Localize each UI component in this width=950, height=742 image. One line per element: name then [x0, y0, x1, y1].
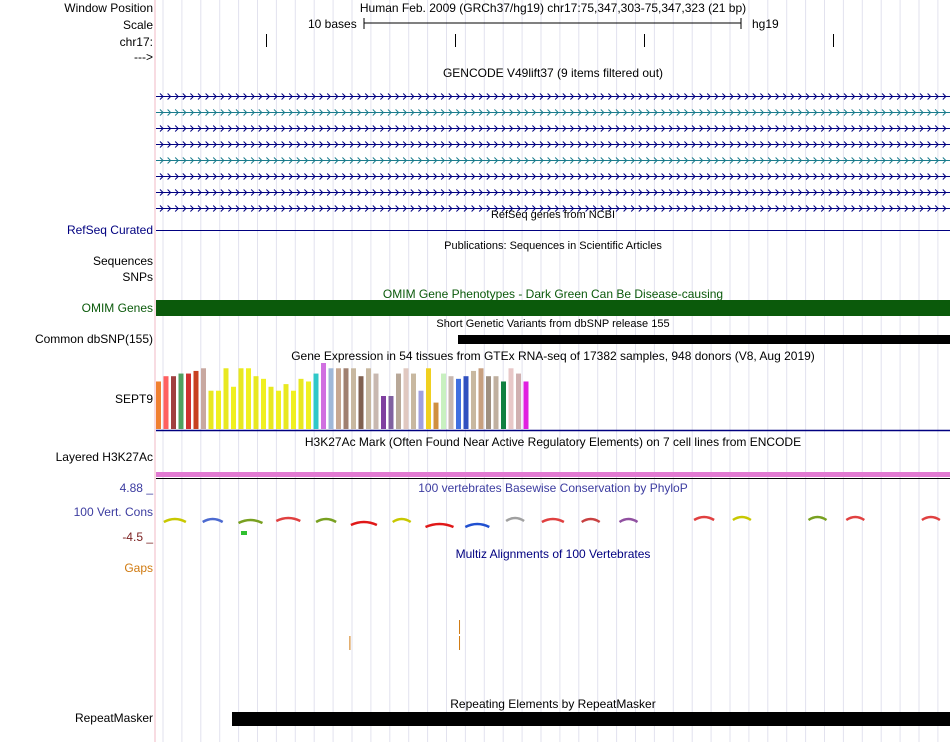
gtex-tissue-bar [524, 381, 529, 429]
gtex-tissue-bar [314, 374, 319, 429]
chrom-label: chr17: [119, 35, 153, 49]
omim-track-title[interactable]: OMIM Gene Phenotypes - Dark Green Can Be Disease-causing [382, 287, 724, 301]
phylop-conservation-glyph [426, 524, 454, 527]
phylop-conservation-glyph [351, 522, 377, 525]
gencode-track-title[interactable]: GENCODE V49lift37 (9 items filtered out) [442, 66, 664, 80]
phylop-label[interactable]: 100 Vert. Cons [73, 505, 153, 519]
gtex-tissue-bar [494, 376, 499, 429]
gtex-tissue-bar [486, 376, 491, 429]
gtex-tissue-bar [284, 384, 289, 429]
gtex-tissue-bar [404, 368, 409, 429]
multiz-track-title[interactable]: Multiz Alignments of 100 Vertebrates [455, 547, 651, 561]
omim-label[interactable]: OMIM Genes [81, 301, 153, 315]
gtex-tissue-bar [209, 391, 214, 429]
gtex-track-title[interactable]: Gene Expression in 54 tissues from GTEx RNA-seq of 17382 samples, 948 donors (V8, Aug 2019) [291, 349, 815, 363]
phylop-conservation-glyph [239, 520, 263, 523]
phylop-conservation-glyph [620, 519, 638, 522]
scale-assembly: hg19 [752, 17, 779, 31]
gtex-tissue-bar [426, 368, 431, 429]
gtex-tissue-bar [269, 387, 274, 429]
scale-value: 10 bases [308, 17, 357, 31]
gtex-tissue-bar [276, 391, 281, 429]
phylop-conservation-glyph [164, 519, 186, 522]
gtex-tissue-bar [516, 374, 521, 429]
gtex-tissue-bar [216, 391, 221, 429]
gtex-tissue-bar [359, 376, 364, 429]
gtex-tissue-bar [299, 379, 304, 429]
gtex-tissue-bar [464, 376, 469, 429]
publications-track-title[interactable]: Publications: Sequences in Scientific Articles [444, 240, 662, 252]
phylop-conservation-glyph [846, 517, 864, 520]
refseq-label[interactable]: RefSeq Curated [66, 223, 153, 237]
gtex-tissue-bar [261, 379, 266, 429]
gtex-tissue-bar [411, 374, 416, 429]
strand-arrow-label: ---> [134, 50, 153, 64]
gtex-tissue-bar [194, 371, 199, 429]
phylop-conservation-glyph [276, 518, 300, 521]
phylop-conservation-glyph [203, 519, 223, 522]
gtex-tissue-bar [389, 396, 394, 429]
gaps-label: Gaps [124, 561, 153, 575]
gtex-label[interactable]: SEPT9 [114, 392, 153, 406]
h3k27ac-label[interactable]: Layered H3K27Ac [55, 450, 153, 464]
publications-sequences-label[interactable]: Sequences [92, 254, 153, 268]
phylop-ymax: 4.88 _ [119, 481, 153, 495]
phylop-conservation-glyph [809, 517, 827, 520]
dbsnp-track-title[interactable]: Short Genetic Variants from dbSNP release 155 [436, 318, 670, 330]
h3k27ac-signal [156, 472, 950, 477]
gtex-tissue-bar [509, 368, 514, 429]
repeatmasker-element [232, 712, 950, 726]
h3k27ac-track-title[interactable]: H3K27Ac Mark (Often Found Near Active Regulatory Elements) on 7 cell lines from ENCODE [304, 435, 802, 449]
phylop-conservation-glyph [542, 519, 564, 522]
gtex-tissue-bar [396, 374, 401, 429]
phylop-conservation-glyph [922, 517, 940, 520]
gtex-tissue-bar [201, 368, 206, 429]
phylop-conservation-glyph [465, 524, 489, 527]
repeatmasker-track-title[interactable]: Repeating Elements by RepeatMasker [450, 697, 656, 711]
window-position-label: Window Position [64, 1, 153, 15]
gtex-tissue-bar [254, 376, 259, 429]
gtex-tissue-bar [449, 376, 454, 429]
gtex-tissue-bar [419, 391, 424, 429]
gtex-tissue-bar [366, 368, 371, 429]
gtex-tissue-bar [186, 374, 191, 429]
gtex-tissue-bar [291, 391, 296, 429]
gtex-tissue-bar [329, 368, 334, 429]
gtex-tissue-bar [156, 381, 161, 429]
phylop-small-mark [241, 531, 247, 535]
gtex-tissue-bar [351, 368, 356, 429]
dbsnp-bar [458, 335, 950, 344]
phylop-conservation-glyph [733, 517, 751, 520]
refseq-track-title[interactable]: RefSeq genes from NCBI [490, 209, 616, 221]
gtex-tissue-bar [441, 374, 446, 429]
publications-snps-label[interactable]: SNPs [122, 270, 153, 284]
gtex-tissue-bar [164, 376, 169, 429]
gtex-tissue-bar [344, 368, 349, 429]
gtex-tissue-bar [179, 374, 184, 429]
phylop-ymin: -4.5 _ [122, 530, 153, 544]
gtex-tissue-bar [456, 379, 461, 429]
scale-label: Scale [122, 18, 153, 32]
gtex-tissue-bar [231, 387, 236, 429]
gtex-tissue-bar [246, 368, 251, 429]
gtex-tissue-bar [381, 396, 386, 429]
gtex-tissue-bar [321, 363, 326, 429]
gtex-tissue-bar [479, 368, 484, 429]
omim-bar [156, 300, 950, 316]
gtex-tissue-bar [374, 374, 379, 429]
gtex-tissue-bar [239, 368, 244, 429]
gtex-tissue-bar [434, 403, 439, 429]
phylop-track-title[interactable]: 100 vertebrates Basewise Conservation by PhyloP [418, 481, 688, 495]
phylop-conservation-glyph [694, 517, 714, 520]
gtex-tissue-bar [336, 368, 341, 429]
gtex-tissue-bar [471, 371, 476, 429]
gtex-tissue-bar [501, 381, 506, 429]
phylop-conservation-glyph [393, 519, 411, 522]
window-position-value: Human Feb. 2009 (GRCh37/hg19) chr17:75,347,303-75,347,323 (21 bp) [359, 1, 747, 15]
phylop-conservation-glyph [506, 518, 524, 521]
phylop-conservation-glyph [316, 519, 336, 522]
gtex-tissue-bar [306, 381, 311, 429]
phylop-conservation-glyph [582, 519, 600, 522]
repeatmasker-label[interactable]: RepeatMasker [74, 711, 153, 725]
dbsnp-label[interactable]: Common dbSNP(155) [34, 332, 153, 346]
gtex-tissue-bar [171, 376, 176, 429]
gtex-tissue-bar [224, 368, 229, 429]
